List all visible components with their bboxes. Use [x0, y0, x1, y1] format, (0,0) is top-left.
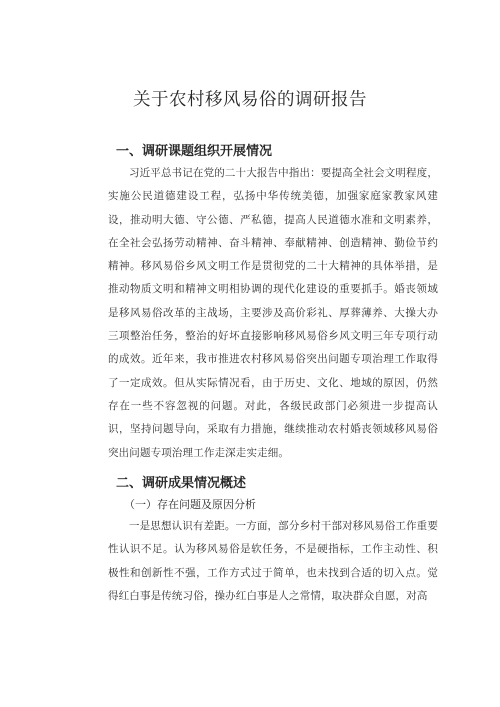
section-2-paragraph: 一是思想认识有差距。一方面，部分乡村干部对移风易俗工作重要性认识不足。认为移风易俗是软任务，不是硬指标，工作主动性、积极性和创新性不强，工作方式过于简单，也未找到合适的切入点。觉得红白事是传统习俗，操办红白事是人之常情，取决群众自愿，对高 [108, 520, 438, 602]
section-2-heading: 二、调研成果情况概述 [116, 476, 247, 491]
section-1-paragraph: 习近平总书记在党的二十大报告中指出：要提高全社会文明程度，实施公民道德建设工程，弘扬中华传统美德，加强家庭家教家风建设，推动明大德、守公德、严私德，提高人民道德水准和文明素养，在全社会弘扬劳动精神、奋斗精神、奉献精神、创造精神、勤俭节约精神。移风易俗乡风文明工作是贯彻党的二十大精神的具体举措，是推动物质文明和精神文明相协调的现代化建设的重要抓手。婚丧领域是移风易俗改革的主战场，主要涉及高价彩礼、厚葬薄养、大操大办三项整治任务，整治的好坏直接影响移风易俗乡风文明三年专项行动的成效。近年来，我市推进农村移风易俗突出问题专项治理工作取得了一定成效。但从实际情况看，由于历史、文化、地域的原因，仍然存在一些不容忽视的问题。对此，各级民政部门必须进一步提高认识，坚持问题导向，采取有力措施，继续推动农村婚丧领域移风易俗突出问题专项治理工作走深走实走细。 [108, 167, 438, 459]
document-title: 关于农村移风易俗的调研报告 [133, 90, 367, 110]
section-2-subheading: （一）存在问题及原因分析 [124, 498, 256, 511]
section-1-heading: 一、调研课题组织开展情况 [116, 144, 273, 159]
